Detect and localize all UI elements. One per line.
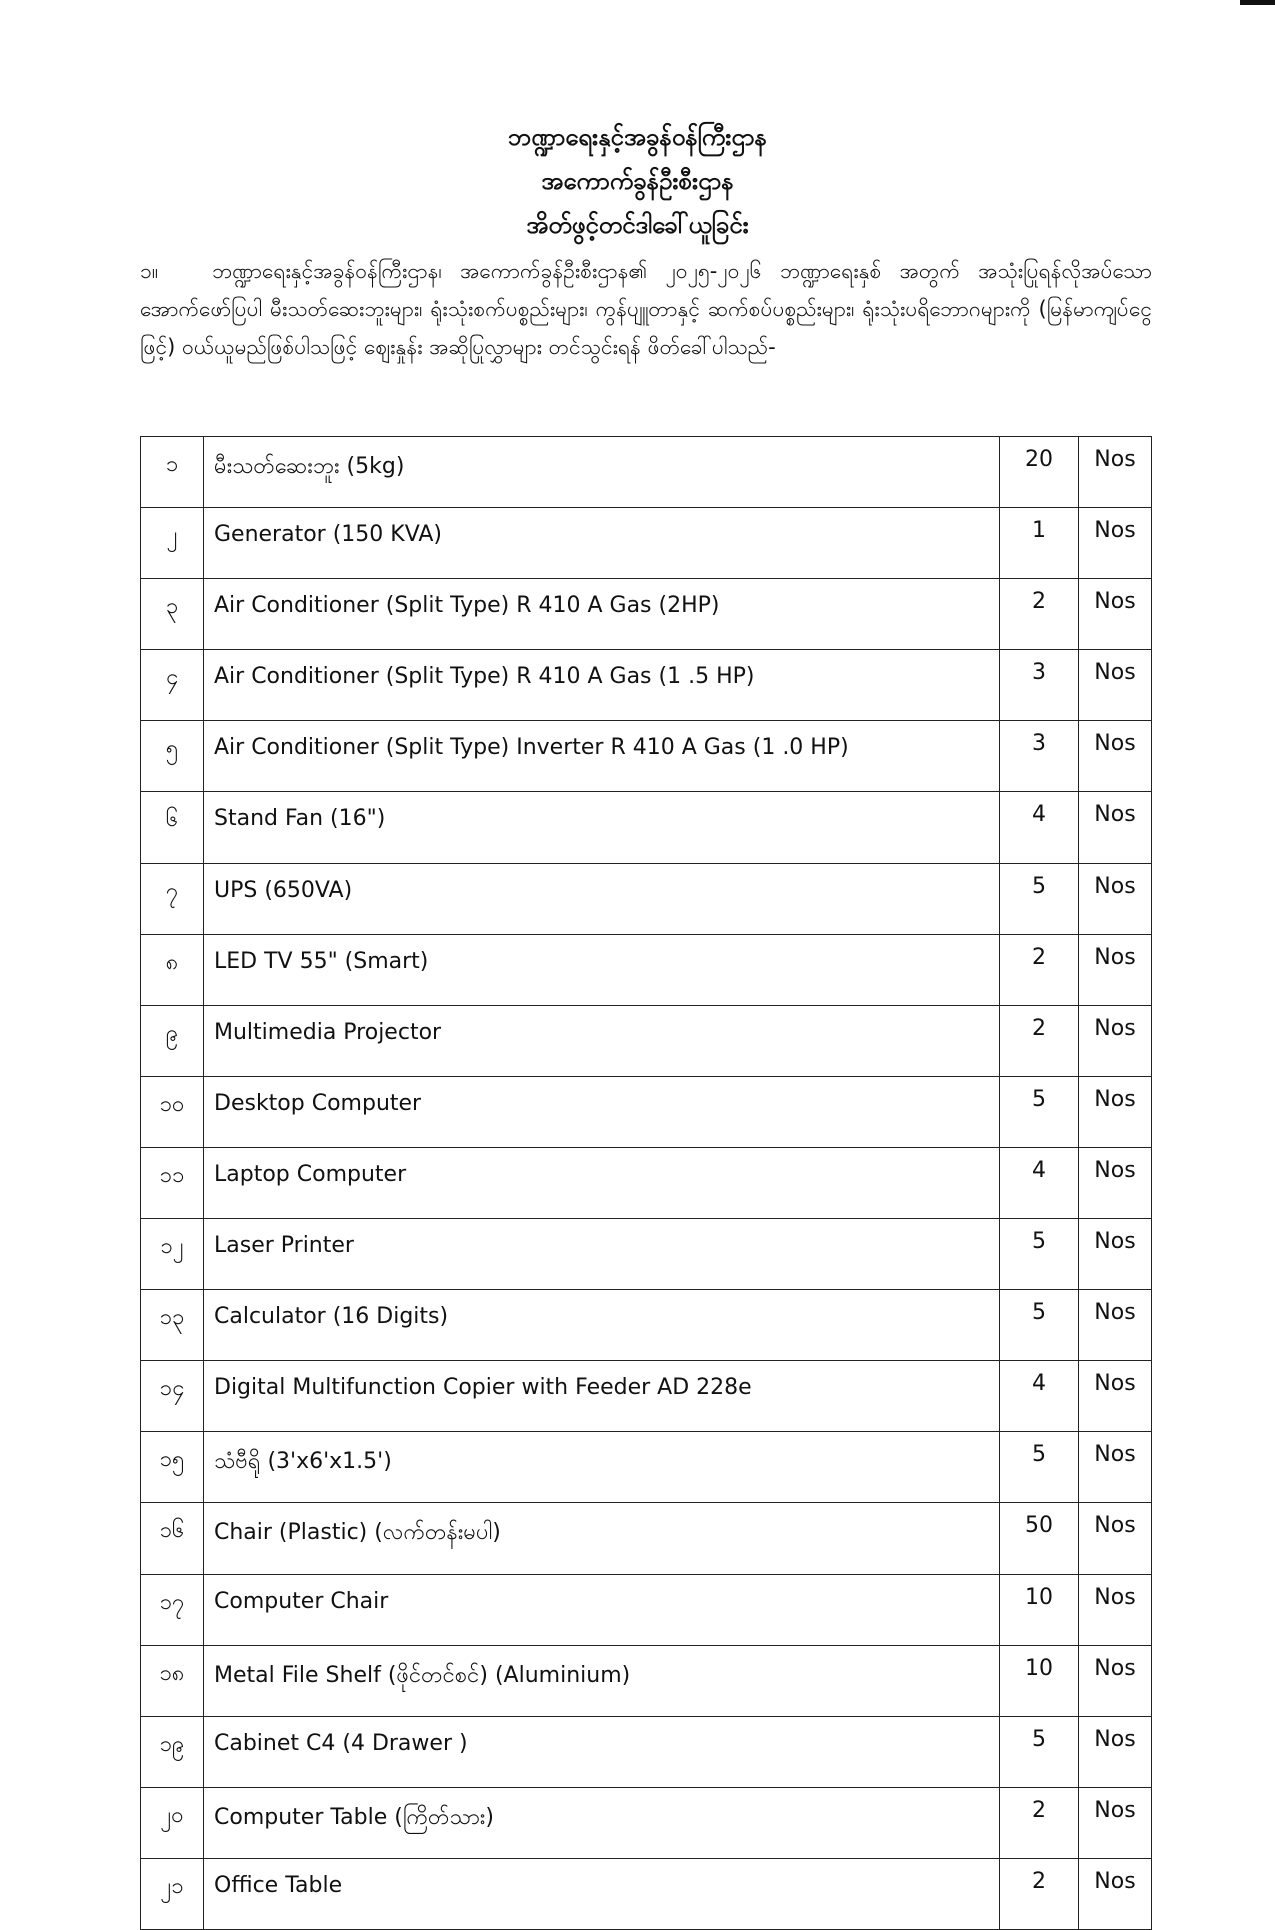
unit-cell	[1079, 934, 1152, 1005]
serial-number-text: ၁၂	[160, 1234, 184, 1260]
item-description-cell	[204, 1574, 1000, 1645]
quantity-cell	[1000, 1858, 1079, 1929]
paragraph-text: ဘဏ္ဍာရေးနှင့်အခွန်ဝန်ကြီးဌာန၊ အကောက်ခွန်ဦးစီးဌာန၏ ၂၀၂၅-၂၀၂၆ ဘဏ္ဍာရေးနှစ် အတွက် အသုံးပြုရန်လိုအပ်သော အောက်ဖော်ပြပါ မီးသတ်ဆေးဘူးများ၊ ရုံးသုံးစက်ပစ္စည်းများ၊ ကွန်ပျူတာနှင့် ဆက်စပ်ပစ္စည်းများ၊ ရုံးသုံးပရိဘောဂများကို (မြန်မာကျပ်ငွေဖြင့်) ဝယ်ယူမည်ဖြစ်ပါသဖြင့် ဈေးနှုန်း အဆိုပြုလွှာများ တင်သွင်းရန် ဖိတ်ခေါ်ပါသည်-	[140, 259, 1152, 359]
quantity-text: 4	[1032, 1371, 1046, 1397]
item-description-cell	[204, 721, 1000, 792]
unit-text: Nos	[1094, 1584, 1136, 1610]
table-row	[141, 650, 1152, 721]
quantity-text: 2	[1032, 1015, 1046, 1041]
item-description-text: Stand Fan (16")	[214, 806, 386, 832]
serial-number-text: ၃	[165, 594, 179, 620]
unit-cell	[1079, 1290, 1152, 1361]
serial-number-cell	[141, 1432, 204, 1503]
unit-cell	[1079, 1219, 1152, 1290]
quantity-cell	[1000, 863, 1079, 934]
serial-number-cell	[141, 437, 204, 508]
ministry-title: ဘဏ္ဍာရေးနှင့်အခွန်ဝန်ကြီးဌာန	[508, 123, 767, 151]
unit-text: Nos	[1094, 518, 1136, 544]
table-row	[141, 1147, 1152, 1218]
unit-cell	[1079, 1858, 1152, 1929]
unit-cell	[1079, 1716, 1152, 1787]
quantity-cell	[1000, 1005, 1079, 1076]
quantity-cell	[1000, 650, 1079, 721]
item-description-cell	[204, 1147, 1000, 1218]
serial-number-text: ၂	[166, 523, 178, 549]
item-description-text: UPS (650VA)	[214, 877, 353, 903]
unit-cell	[1079, 1574, 1152, 1645]
quantity-text: 3	[1032, 660, 1046, 686]
unit-text: Nos	[1094, 944, 1136, 970]
item-description-cell	[204, 650, 1000, 721]
table-row	[141, 579, 1152, 650]
serial-number-text: ၂၀	[160, 1802, 184, 1828]
unit-text: Nos	[1094, 1655, 1136, 1681]
item-description-cell	[204, 1219, 1000, 1290]
serial-number-cell	[141, 792, 204, 863]
quantity-cell	[1000, 1076, 1079, 1147]
quantity-text: 5	[1032, 1442, 1046, 1468]
serial-number-cell	[141, 863, 204, 934]
unit-text: Nos	[1094, 1086, 1136, 1112]
item-description-cell	[204, 1858, 1000, 1929]
serial-number-cell	[141, 1574, 204, 1645]
unit-cell	[1079, 792, 1152, 863]
serial-number-text: ၈	[165, 949, 179, 975]
item-description-cell	[204, 792, 1000, 863]
item-description-cell	[204, 934, 1000, 1005]
item-description-text: Desktop Computer	[214, 1090, 422, 1116]
quantity-text: 4	[1032, 1157, 1046, 1183]
table-row	[141, 1432, 1152, 1503]
unit-cell	[1079, 579, 1152, 650]
item-description-text: Calculator (16 Digits)	[214, 1304, 449, 1330]
unit-cell	[1079, 1147, 1152, 1218]
item-description-text: LED TV 55" (Smart)	[214, 948, 429, 974]
item-description-cell	[204, 1432, 1000, 1503]
item-description-cell	[204, 1503, 1000, 1574]
quantity-text: 5	[1032, 1086, 1046, 1112]
item-description-text: Air Conditioner (Split Type) Inverter R 410 A Gas (1 .0 HP)	[214, 735, 849, 761]
serial-number-cell	[141, 1005, 204, 1076]
unit-cell	[1079, 1503, 1152, 1574]
item-description-text: Computer Table (ကြိတ်သား)	[214, 1804, 494, 1830]
item-description-text: Computer Chair	[214, 1588, 389, 1614]
item-description-text: Multimedia Projector	[214, 1019, 442, 1045]
quantity-cell	[1000, 1787, 1079, 1858]
table-row	[141, 1290, 1152, 1361]
quantity-text: 2	[1032, 589, 1046, 615]
item-description-text: Laptop Computer	[214, 1161, 407, 1187]
serial-number-cell	[141, 650, 204, 721]
serial-number-text: ၁၅	[159, 1447, 185, 1473]
quantity-text: 10	[1025, 1584, 1053, 1610]
unit-text: Nos	[1094, 873, 1136, 899]
quantity-text: 5	[1032, 1229, 1046, 1255]
table-row	[141, 1716, 1152, 1787]
serial-number-text: ၁၆	[159, 1518, 185, 1544]
quantity-text: 20	[1025, 447, 1053, 472]
serial-number-text: ၇	[165, 878, 179, 904]
unit-cell	[1079, 508, 1152, 579]
table-row	[141, 934, 1152, 1005]
item-description-cell	[204, 1645, 1000, 1716]
item-description-text: Laser Printer	[214, 1233, 354, 1259]
item-description-text: Chair (Plastic) (လက်တန်းမပါ)	[214, 1520, 501, 1546]
unit-cell	[1079, 650, 1152, 721]
serial-number-text: ၄	[165, 665, 179, 691]
quantity-cell	[1000, 437, 1079, 508]
serial-number-text: ၁၄	[159, 1376, 185, 1402]
serial-number-text: ၆	[165, 807, 179, 833]
quantity-text: 5	[1032, 873, 1046, 899]
quantity-cell	[1000, 1716, 1079, 1787]
quantity-cell	[1000, 1147, 1079, 1218]
table-row	[141, 1574, 1152, 1645]
item-description-text: Cabinet C4 (4 Drawer )	[214, 1730, 468, 1756]
item-description-text: Digital Multifunction Copier with Feeder AD 228e	[214, 1375, 752, 1401]
serial-number-text: ၁၉	[159, 1731, 185, 1757]
quantity-cell	[1000, 1503, 1079, 1574]
item-description-cell	[204, 1716, 1000, 1787]
unit-text: Nos	[1094, 1797, 1136, 1823]
unit-text: Nos	[1094, 1513, 1136, 1539]
table-row	[141, 1503, 1152, 1574]
scan-corner-mark	[1240, 0, 1275, 5]
item-description-text: မီးသတ်ဆေးဘူး (5kg)	[214, 454, 405, 479]
unit-cell	[1079, 721, 1152, 792]
item-description-cell	[204, 508, 1000, 579]
quantity-text: 5	[1032, 1726, 1046, 1752]
quantity-text: 2	[1032, 944, 1046, 970]
unit-text: Nos	[1094, 1015, 1136, 1041]
unit-text: Nos	[1094, 660, 1136, 686]
item-description-cell	[204, 863, 1000, 934]
item-description-cell	[204, 437, 1000, 508]
table-row	[141, 1005, 1152, 1076]
department-title: အကောက်ခွန်ဦးစီးဌာန	[541, 167, 734, 195]
serial-number-cell	[141, 1219, 204, 1290]
table-row	[141, 508, 1152, 579]
item-description-cell	[204, 1361, 1000, 1432]
item-description-cell	[204, 1787, 1000, 1858]
table-row	[141, 1787, 1152, 1858]
unit-text: Nos	[1094, 1726, 1136, 1752]
unit-text: Nos	[1094, 447, 1136, 472]
serial-number-cell	[141, 1787, 204, 1858]
unit-text: Nos	[1094, 1300, 1136, 1326]
table-row	[141, 863, 1152, 934]
items-table	[140, 436, 1152, 1930]
quantity-text: 4	[1032, 802, 1046, 828]
serial-number-cell	[141, 579, 204, 650]
serial-number-cell	[141, 1147, 204, 1218]
unit-text: Nos	[1094, 1868, 1136, 1894]
unit-text: Nos	[1094, 731, 1136, 757]
unit-cell	[1079, 863, 1152, 934]
quantity-text: 5	[1032, 1300, 1046, 1326]
quantity-text: 2	[1032, 1797, 1046, 1823]
table-row	[141, 1361, 1152, 1432]
quantity-text: 2	[1032, 1868, 1046, 1894]
table-row	[141, 1219, 1152, 1290]
serial-number-cell	[141, 1076, 204, 1147]
item-description-text: Generator (150 KVA)	[214, 522, 442, 548]
quantity-text: 1	[1032, 518, 1046, 544]
serial-number-text: ၁၃	[159, 1305, 185, 1331]
quantity-cell	[1000, 1432, 1079, 1503]
serial-number-text: ၅	[165, 736, 179, 762]
unit-text: Nos	[1094, 1371, 1136, 1397]
serial-number-text: ၁၈	[159, 1660, 185, 1686]
quantity-cell	[1000, 1574, 1079, 1645]
unit-cell	[1079, 1005, 1152, 1076]
item-description-text: သံဗီရို (3'x6'x1.5')	[214, 1449, 392, 1475]
serial-number-cell	[141, 721, 204, 792]
quantity-cell	[1000, 579, 1079, 650]
item-description-cell	[204, 1076, 1000, 1147]
table-row	[141, 1645, 1152, 1716]
table-row	[141, 1858, 1152, 1929]
serial-number-text: ၁၇	[159, 1589, 185, 1615]
serial-number-text: ၁၁	[159, 1162, 185, 1188]
serial-number-text: ၁၀	[159, 1091, 185, 1117]
quantity-cell	[1000, 508, 1079, 579]
quantity-cell	[1000, 721, 1079, 792]
unit-text: Nos	[1094, 1157, 1136, 1183]
unit-cell	[1079, 1432, 1152, 1503]
serial-number-cell	[141, 508, 204, 579]
unit-text: Nos	[1094, 1229, 1136, 1255]
quantity-cell	[1000, 1361, 1079, 1432]
serial-number-cell	[141, 1716, 204, 1787]
serial-number-cell	[141, 1290, 204, 1361]
serial-number-text: ၂၁	[160, 1873, 184, 1899]
serial-number-cell	[141, 934, 204, 1005]
quantity-cell	[1000, 1219, 1079, 1290]
quantity-text: 50	[1025, 1513, 1053, 1539]
unit-cell	[1079, 1076, 1152, 1147]
unit-cell	[1079, 437, 1152, 508]
quantity-cell	[1000, 1645, 1079, 1716]
item-description-text: Air Conditioner (Split Type) R 410 A Gas (2HP)	[214, 593, 720, 619]
item-description-cell	[204, 1005, 1000, 1076]
unit-cell	[1079, 1787, 1152, 1858]
unit-text: Nos	[1094, 589, 1136, 615]
quantity-cell	[1000, 792, 1079, 863]
serial-number-cell	[141, 1645, 204, 1716]
unit-cell	[1079, 1645, 1152, 1716]
serial-number-text: ၁	[165, 452, 179, 477]
quantity-text: 10	[1025, 1655, 1053, 1681]
serial-number-cell	[141, 1503, 204, 1574]
unit-text: Nos	[1094, 1442, 1136, 1468]
quantity-cell	[1000, 1290, 1079, 1361]
item-description-text: Air Conditioner (Split Type) R 410 A Gas (1 .5 HP)	[214, 664, 755, 690]
table-row	[141, 437, 1152, 508]
item-description-cell	[204, 1290, 1000, 1361]
quantity-cell	[1000, 934, 1079, 1005]
unit-cell	[1079, 1361, 1152, 1432]
document-header	[0, 115, 1275, 247]
serial-number-text: ၉	[165, 1020, 179, 1046]
table-row	[141, 792, 1152, 863]
table-row	[141, 721, 1152, 792]
serial-number-cell	[141, 1858, 204, 1929]
item-description-text: Office Table	[214, 1872, 343, 1898]
serial-number-cell	[141, 1361, 204, 1432]
unit-text: Nos	[1094, 802, 1136, 828]
intro-paragraph	[140, 252, 1152, 366]
quantity-text: 3	[1032, 731, 1046, 757]
paragraph-number: ၁။	[140, 259, 159, 283]
item-description-text: Metal File Shelf (ဖိုင်တင်စင်) (Aluminium)	[214, 1662, 631, 1688]
table-row	[141, 1076, 1152, 1147]
item-description-cell	[204, 579, 1000, 650]
tender-title: အိတ်ဖွင့်တင်ဒါခေါ်ယူခြင်း	[526, 211, 749, 239]
